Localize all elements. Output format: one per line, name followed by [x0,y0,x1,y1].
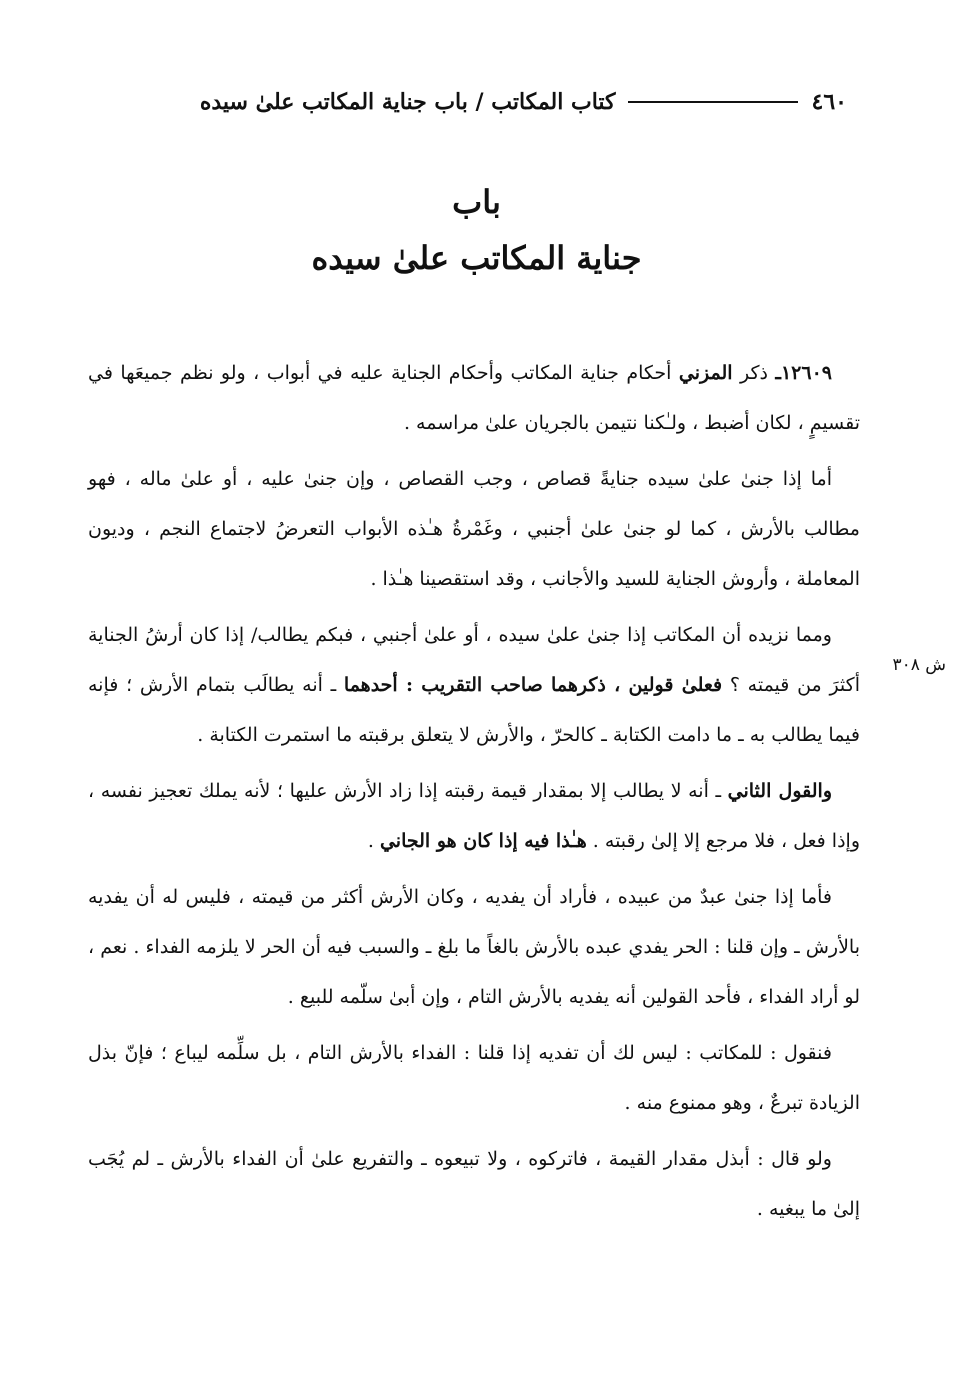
paragraph-text: ذكر [732,362,776,384]
bold-phrase: فعلىٰ قولين ، ذكرهما صاحب التقريب : أحدهما [343,674,723,696]
chapter-heading [0,175,953,287]
paragraph-text: ـ أنه لا يطالب إلا بمقدار قيمة رقبته إذا زاد الأرش عليها ؛ لأنه يملك تعجيز نفسه ، وإذا فعل ، فلا مرجع إلا إلىٰ رقبته . [88,780,860,852]
paragraph-number: ١٢٦٠٩ـ [775,362,832,384]
paragraph-text: . [367,830,380,852]
paragraph-4 [88,766,860,866]
paragraph-text: أحكام جناية المكاتب وأحكام الجناية عليه في أبواب ، ولو نظم جميعَها في تقسيمٍ ، لكان أضبط ، ولـٰكنا نتيمن بالجريان علىٰ مراسمه . [88,362,860,434]
running-header-title: كتاب المكاتب / باب جناية المكاتب علىٰ سيده [199,89,616,115]
paragraph-3 [88,610,860,760]
paragraph-7: ولو قال : أبذل مقدار القيمة ، فاتركوه ، ولا تبيعوه ـ والتفريع علىٰ أن الفداء بالأرش ـ لم يُجَب إلىٰ ما يبغيه . [88,1148,860,1220]
bold-phrase: هـٰذا فيه إذا كان هو الجاني [379,830,587,852]
paragraph-1 [88,348,860,448]
body-text [88,348,860,1240]
header-rule [628,101,798,103]
page-number: ٤٦٠ [811,89,847,115]
running-header [88,84,847,120]
bold-phrase: والقول الثاني [727,780,832,802]
paragraph-text: ومما نزيده أن المكاتب إذا جنىٰ علىٰ سيده ، أو علىٰ أجنبي ، فبكم يطالب/ إذا كان أرشُ الجناية أكثرَ من قيمته ؟ [88,624,860,696]
paragraph-6: فنقول : للمكاتب : ليس لك أن تفديه إذا قلنا : الفداء بالأرش التام ، بل سلِّمه ليباع ؛ فإنّ بذل الزيادة تبرعٌ ، وهو ممنوع منه . [88,1042,860,1114]
chapter-kicker: باب [452,183,501,221]
paragraph-text: ـ أنه يطالَب بتمام الأرش ؛ فإنه فيما يطالب به ـ ما دامت الكتابة ـ كالحرّ ، والأرش لا يتعلق برقبته ما استمرت الكتابة . [88,674,860,746]
paragraph-5: فأما إذا جنىٰ عبدٌ من عبيده ، فأراد أن يفديه ، وكان الأرش أكثر من قيمته ، فليس له أن يفديه بالأرش ـ وإن قلنا : الحر يفدي عبده بالأرش بالغاً ما بلغ ـ والسبب فيه أن الحر لا يلزمه الفداء . نعم ، لو أراد الفداء ، فأحد القولين أنه يفديه بالأرش التام ، وإن أبىٰ سلّمه للبيع . [88,886,860,1008]
paragraph-2: أما إذا جنىٰ علىٰ سيده جنايةً قصاص ، وجب القصاص ، وإن جنىٰ عليه ، أو علىٰ ماله ، فهو مطالب بالأرش ، كما لو جنىٰ علىٰ أجنبي ، وغَمْرةُ هـٰذه الأبواب التعرضُ لاجتماع النجم ، وديون المعاملة ، وأروش الجناية للسيد والأجانب ، وقد استقصينا هـٰذا . [88,468,860,590]
margin-note: ش ٣٠٨ [892,655,946,675]
chapter-title: جناية المكاتب علىٰ سيده [311,239,642,277]
bold-name: المزني [678,362,733,384]
